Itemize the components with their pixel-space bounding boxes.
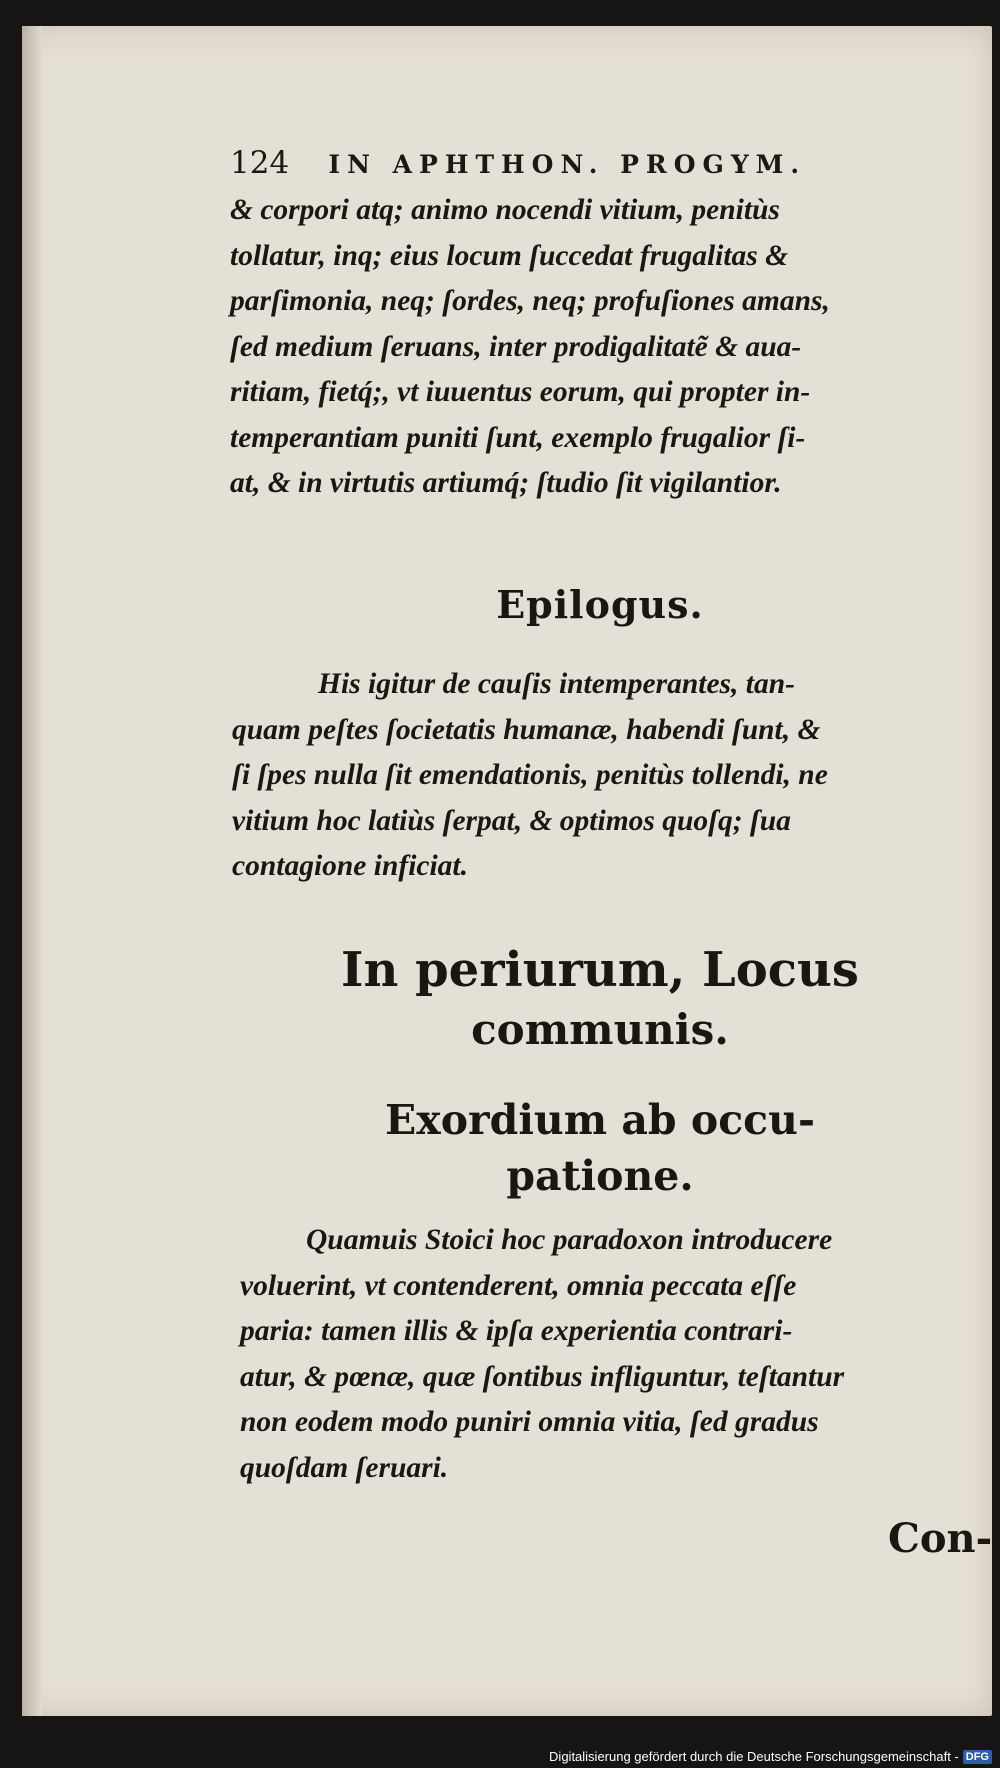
paragraph-3 xyxy=(240,1218,970,1491)
text-line: ſi ſpes nulla ſit emendationis, penitùs tollendi, ne xyxy=(232,759,828,791)
text-line: paria: tamen illis & ipſa experientia contrari- xyxy=(240,1315,793,1347)
heading-exordium xyxy=(240,1092,960,1204)
catchword: Con- xyxy=(888,1515,993,1562)
heading-line: communis. xyxy=(471,1005,729,1054)
heading-line: In periurum, Locus xyxy=(341,942,859,998)
text-line: vitium hoc latiùs ſerpat, & optimos quoſq; ſua xyxy=(232,804,791,837)
page-edge xyxy=(22,26,42,1716)
text-line: quam peſtes ſocietatis humanæ, habendi ſunt, & xyxy=(232,713,821,746)
credit-text: Digitalisierung gefördert durch die Deutsche Forschungsgemeinschaft - xyxy=(549,1749,959,1764)
text-line: His igitur de cauſis intemperantes, tan- xyxy=(318,668,795,700)
heading-in-periurum xyxy=(240,940,960,1060)
text-line: temperantiam puniti ſunt, exemplo frugalior ſi- xyxy=(230,421,806,454)
running-title: IN APHTHON. PROGYM. xyxy=(328,150,807,179)
text-line: ritiam, fietq́;, vt iuuentus eorum, qui propter in- xyxy=(230,376,811,408)
text-line: contagione inficiat. xyxy=(232,850,468,882)
page-number: 124 xyxy=(230,145,290,181)
text-line: & corpori atq; animo nocendi vitium, penitùs xyxy=(230,194,780,226)
heading-epilogus: Epilogus. xyxy=(496,582,704,627)
text-line: quoſdam ſeruari. xyxy=(240,1451,449,1484)
digitization-credit xyxy=(549,1749,992,1764)
text-line: at, & in virtutis artiumq́; ſtudio ſit vigilantior. xyxy=(230,467,782,499)
text-line: atur, & pœnæ, quæ ſontibus infliguntur, teſtantur xyxy=(240,1360,845,1393)
paragraph-2 xyxy=(232,662,972,890)
page-header xyxy=(230,145,930,181)
text-line: parſimonia, neq; ſordes, neq; profuſiones amans, xyxy=(230,285,830,317)
text-line: tollatur, inq; eius locum ſuccedat frugalitas & xyxy=(230,239,789,272)
text-line: voluerint, vt contenderent, omnia peccata eſſe xyxy=(240,1269,797,1302)
heading-line: Exordium ab occu- xyxy=(385,1096,815,1144)
dfg-logo: DFG xyxy=(963,1750,992,1764)
text-line: Quamuis Stoici hoc paradoxon introducere xyxy=(306,1224,833,1256)
heading-line: patione. xyxy=(506,1152,694,1200)
paragraph-1 xyxy=(230,188,970,507)
text-line: non eodem modo puniri omnia vitia, ſed gradus xyxy=(240,1406,819,1438)
text-line: ſed medium ſeruans, inter prodigalitatẽ & aua- xyxy=(230,330,802,363)
